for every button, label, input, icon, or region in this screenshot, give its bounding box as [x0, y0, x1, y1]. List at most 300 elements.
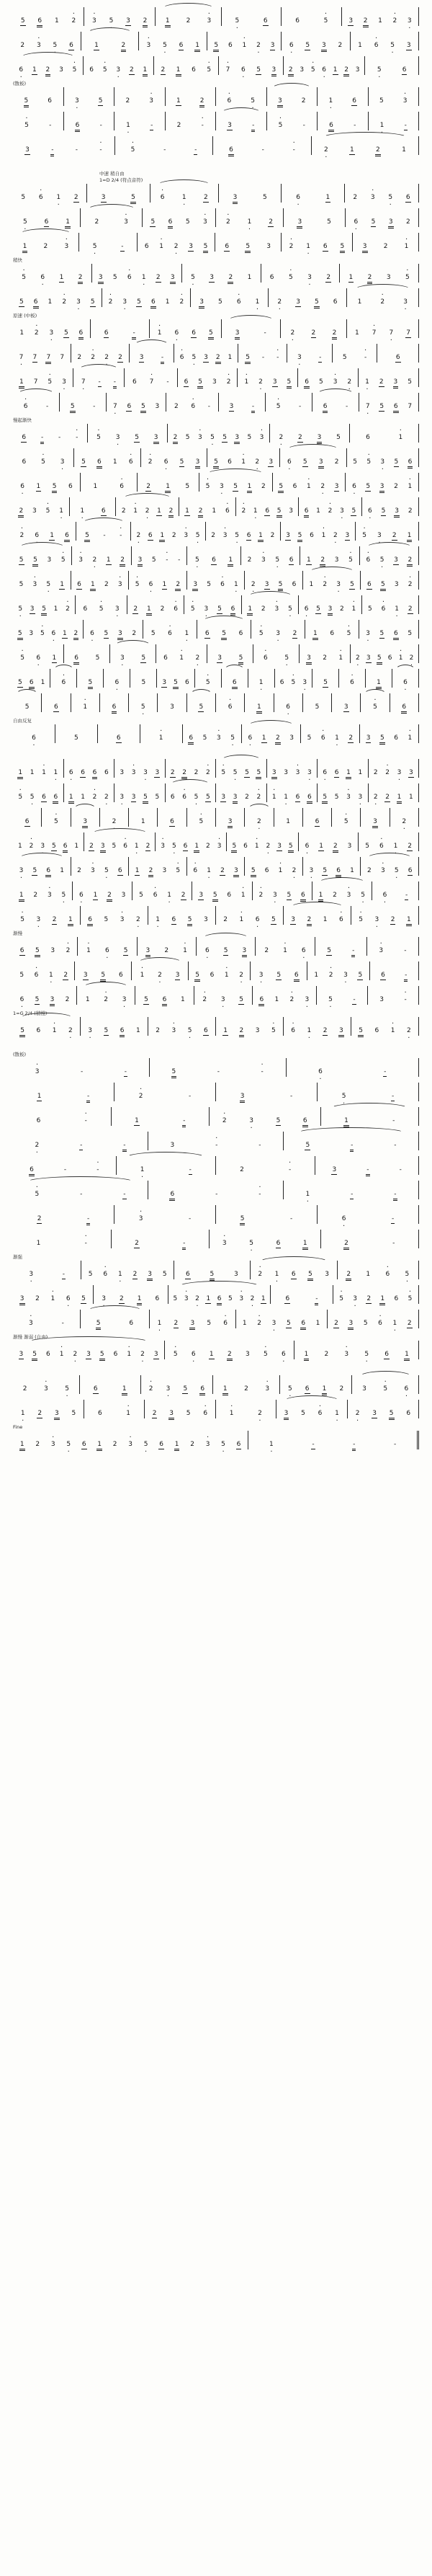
note: 6: [92, 769, 97, 776]
note: 6: [294, 972, 299, 979]
measure: [168, 424, 270, 443]
note: 6 ·: [248, 735, 253, 742]
staff-row: [13, 32, 419, 50]
note: 3: [297, 218, 302, 226]
note: 2: [334, 458, 339, 466]
note: 1: [18, 769, 23, 776]
measure: [216, 759, 267, 778]
note: 2: [408, 507, 413, 515]
note: · 1: [157, 330, 163, 337]
measure: [13, 644, 64, 663]
note: -: [405, 972, 408, 979]
note: 2: [344, 66, 348, 74]
note: 5: [85, 532, 89, 539]
note: · 2: [202, 997, 207, 1003]
note: 1 ·: [274, 1271, 280, 1278]
note: 5 ·: [60, 892, 66, 899]
note: 5: [195, 972, 199, 979]
note: 1: [318, 892, 323, 899]
note: 1 ·: [206, 868, 212, 874]
slur-arc: [20, 52, 76, 58]
measure: [13, 1341, 165, 1359]
measure: [168, 1285, 271, 1304]
note: 3: [233, 794, 238, 801]
staff-row: [13, 832, 419, 851]
note: 2: [215, 354, 220, 361]
measure: [256, 937, 315, 956]
note: 3: [366, 654, 371, 662]
note: · 1: [125, 1411, 131, 1417]
note: · 5: [130, 147, 136, 154]
note: 1: [112, 458, 117, 466]
note: · 6: [190, 404, 196, 410]
measure: [238, 368, 298, 387]
note: 3 ·: [122, 997, 127, 1003]
measure: [372, 881, 419, 900]
note: 5: [379, 630, 384, 637]
note: 6: [228, 458, 232, 466]
note: 3: [195, 458, 200, 466]
note: 6: [159, 1441, 163, 1448]
measure: [248, 1431, 419, 1449]
note: · 6: [225, 508, 230, 515]
note: 6: [402, 66, 407, 74]
note: · 1: [351, 606, 356, 613]
staff-row: [13, 56, 419, 75]
note: 3: [343, 703, 348, 711]
measure: [166, 393, 219, 412]
measure: [261, 264, 341, 283]
measure: [84, 832, 156, 851]
measure: [294, 1341, 419, 1359]
staff-system: [13, 1181, 419, 1199]
note: 3 ·: [402, 299, 408, 306]
note: 1: [176, 66, 181, 74]
note: -: [49, 122, 52, 129]
note: 5: [278, 581, 283, 588]
note: 3: [175, 972, 180, 979]
note: 3 ·: [115, 435, 121, 441]
measure: [13, 595, 76, 614]
note: 3: [296, 298, 300, 306]
staff-system: [13, 1011, 419, 1036]
note: 2: [239, 1027, 244, 1034]
staff-row: [13, 546, 419, 565]
measure: [321, 1230, 420, 1248]
note: -: [121, 243, 124, 250]
note: 5: [240, 1215, 245, 1222]
measure: [216, 1205, 318, 1224]
measure: [273, 473, 346, 492]
note: · 6: [61, 680, 67, 686]
note: 2: [301, 97, 306, 105]
note: 5: [88, 1271, 93, 1278]
note: 6: [171, 916, 176, 923]
note: 3: [170, 703, 174, 711]
note: 1 ·: [379, 123, 385, 129]
staff-system: [13, 1083, 419, 1101]
note: 6 ·: [240, 67, 246, 74]
note: 6: [295, 17, 300, 25]
staff-system: [13, 112, 419, 130]
note: -: [312, 1441, 315, 1448]
note: 1: [22, 243, 27, 250]
slur-arc: [87, 1305, 142, 1311]
note: 5: [19, 581, 24, 588]
measure: [88, 424, 168, 443]
slur-arc: [248, 804, 270, 809]
measure: [197, 620, 251, 639]
note: 1: [366, 1271, 371, 1278]
note: 5: [144, 996, 148, 1003]
note: · 3: [346, 892, 352, 899]
note: 6: [68, 483, 73, 490]
measure: [13, 669, 50, 688]
measure: [174, 344, 238, 363]
slur-arc: [114, 640, 150, 646]
note: 1: [319, 843, 323, 850]
staff-row: [13, 644, 419, 663]
measure: [13, 1310, 81, 1328]
note: 3 ·: [271, 1320, 277, 1327]
staff-system: [13, 718, 419, 743]
note: · 3: [127, 1442, 133, 1448]
note: 5: [210, 1271, 215, 1278]
note: 1: [91, 581, 95, 588]
note: · 6: [320, 735, 326, 742]
note: · 2: [222, 1118, 228, 1124]
note: 3: [339, 1027, 343, 1034]
measure: [361, 808, 390, 827]
note: 6: [228, 42, 233, 49]
note: 6: [101, 507, 106, 515]
note: 6: [78, 329, 84, 337]
staff-system: [13, 1132, 419, 1150]
note: 3: [228, 818, 233, 825]
note: 3: [50, 947, 55, 954]
note: 5: [141, 679, 146, 686]
note: 5: [351, 507, 356, 515]
note: 2: [408, 605, 413, 613]
note: 5: [71, 1410, 76, 1417]
note: 6: [408, 867, 413, 874]
note: · 6: [160, 195, 166, 201]
note: -: [58, 434, 61, 441]
note: 3 ·: [120, 655, 125, 662]
system-gap: [13, 1365, 419, 1375]
slur-arc: [170, 779, 210, 785]
note: · 3: [183, 533, 189, 539]
measure: [282, 184, 345, 203]
note: 3: [138, 556, 143, 564]
note: 1: [81, 794, 85, 801]
note: 6: [232, 679, 237, 686]
note: · 2: [256, 794, 261, 801]
staff-system: [13, 7, 419, 26]
note: -: [352, 947, 355, 954]
note: · 1: [390, 1028, 396, 1034]
note: 3: [54, 1410, 59, 1417]
note: 1: [93, 483, 98, 490]
measure: [287, 1058, 420, 1077]
note: 5: [207, 1320, 212, 1327]
measure: [299, 832, 359, 851]
measure: [71, 857, 130, 876]
note: 1 ·: [269, 1442, 274, 1448]
note: · 3: [346, 794, 351, 801]
note: 1: [228, 354, 233, 361]
measure: [369, 783, 420, 802]
measure: [138, 473, 199, 492]
note: 3: [395, 507, 399, 515]
note: 3: [29, 630, 34, 637]
note: 5 ·: [194, 557, 200, 564]
measure: [102, 288, 192, 307]
staff-row: [13, 288, 419, 307]
measure: [55, 724, 98, 743]
note: 2: [240, 1166, 244, 1173]
measure: [91, 319, 150, 338]
note: · 5: [47, 379, 53, 386]
measure: [362, 595, 419, 614]
slur-arc: [122, 493, 172, 499]
note: · 6: [220, 582, 225, 588]
measure: [339, 669, 366, 688]
note: 1: [397, 794, 402, 801]
note: · 3: [43, 1386, 49, 1393]
note: 6 ·: [104, 948, 110, 954]
note: 2 ·: [409, 655, 415, 662]
note: 1: [195, 42, 199, 49]
note: 5 ·: [248, 1240, 254, 1247]
note: 3 ·: [61, 379, 67, 386]
note: 5: [353, 458, 357, 466]
note: 3 ·: [307, 275, 312, 281]
measure: [13, 546, 72, 565]
note: 5 ·: [109, 18, 114, 25]
note: 5: [276, 507, 282, 515]
note: 3 ·: [302, 680, 307, 686]
note: · 1: [408, 735, 413, 742]
note: 2 ·: [256, 819, 262, 825]
measure: [284, 208, 346, 227]
measure: [318, 759, 369, 778]
note: 5 ·: [405, 1271, 410, 1278]
note: · -: [165, 557, 168, 564]
note: · 3: [378, 948, 384, 954]
note: -: [384, 1068, 387, 1075]
note: -: [319, 354, 322, 361]
note: 6 ·: [35, 655, 41, 662]
measure: [298, 368, 359, 387]
slur-arc: [16, 689, 38, 695]
note: -: [46, 403, 49, 410]
note: · 1: [397, 435, 403, 441]
note: 5 ·: [140, 704, 146, 711]
measure: [274, 693, 303, 712]
note: 6: [132, 378, 137, 386]
note: 5: [359, 1027, 363, 1034]
note: 5: [33, 556, 37, 564]
note: 5: [185, 434, 190, 441]
measure: [81, 1261, 174, 1279]
measure: [369, 759, 420, 778]
note: · 3: [36, 43, 42, 49]
measure: [267, 759, 318, 778]
note: 5 ·: [64, 1386, 70, 1393]
note: 7 ·: [365, 404, 371, 410]
note: -: [189, 1166, 192, 1173]
measure: [195, 669, 222, 688]
note: · 1: [240, 459, 246, 466]
note: · 3: [333, 379, 338, 386]
note: 2: [145, 843, 150, 850]
note: 6: [230, 605, 235, 613]
note: 5: [305, 42, 310, 49]
note: · 3: [78, 557, 84, 564]
note: 1: [304, 1351, 309, 1358]
tempo-marking: 1=G 2/4 (稍慢): [13, 1011, 48, 1016]
note: 2: [182, 769, 186, 776]
note: 5: [315, 703, 320, 711]
note: 5 ·: [191, 355, 197, 361]
note: 2: [156, 1027, 160, 1034]
measure: [94, 1285, 168, 1304]
note: 5: [379, 97, 384, 105]
measure: [132, 546, 187, 565]
note: 1: [408, 794, 413, 801]
note: 2: [408, 556, 413, 564]
note: 3: [121, 892, 126, 899]
slur-arc: [134, 339, 169, 345]
note: 5: [214, 42, 219, 49]
note: 5: [323, 867, 328, 874]
note: 3 ·: [220, 997, 226, 1003]
note: 6: [48, 97, 52, 105]
staff-system: [13, 1052, 419, 1077]
note: 5: [246, 354, 250, 361]
note: 6: [291, 1271, 296, 1278]
measure: [13, 759, 64, 778]
measure: [156, 7, 221, 26]
note: 6: [46, 867, 51, 874]
note: 6 ·: [255, 917, 261, 923]
note: 5: [246, 243, 251, 250]
slur-arc: [53, 665, 74, 670]
note: 6 ·: [304, 606, 310, 613]
note: 2: [348, 734, 354, 742]
note: 5: [88, 679, 93, 686]
note: 2: [33, 892, 38, 899]
staff-row: [13, 724, 419, 743]
measure: [251, 961, 307, 980]
note: · 3: [131, 770, 137, 776]
note: 1: [165, 298, 170, 306]
note: -: [132, 329, 135, 337]
note: 2: [146, 483, 150, 490]
note: 3: [348, 17, 354, 25]
staff-row: [13, 986, 419, 1005]
note: -: [404, 122, 407, 129]
note: 2: [171, 532, 176, 539]
note: 5: [307, 734, 312, 742]
note: 3: [289, 734, 294, 742]
note: 5: [140, 403, 145, 410]
note: 3: [318, 458, 323, 466]
note: · 6: [23, 404, 29, 410]
measure: [187, 693, 216, 712]
staff-row: [13, 1341, 419, 1359]
note: 3: [373, 818, 377, 825]
note: 5: [174, 679, 178, 686]
staff-system: [13, 906, 419, 925]
note: 6 ·: [305, 843, 310, 850]
note: · 5: [358, 917, 364, 923]
note: 3: [204, 916, 208, 923]
note: 1: [333, 66, 338, 74]
note: 5: [203, 243, 208, 250]
measure: [50, 669, 77, 688]
note: 2: [152, 1410, 157, 1417]
note: 6: [129, 1320, 134, 1327]
note: -: [392, 1240, 395, 1247]
staff-system: [13, 56, 419, 75]
note: 1: [166, 483, 171, 490]
measure: [84, 620, 143, 639]
note: 6 ·: [163, 459, 169, 466]
note: 6 ·: [287, 459, 292, 466]
staff-row: [13, 1132, 419, 1150]
note: 5: [24, 97, 29, 105]
measure: [368, 986, 419, 1005]
note: 2 ·: [92, 557, 98, 564]
measure: [84, 1400, 145, 1418]
note: 5: [379, 403, 384, 410]
note: 6: [168, 218, 173, 226]
note: 2 ·: [104, 794, 109, 801]
note: 3: [162, 679, 167, 686]
note: 1: [19, 378, 24, 386]
measure: [71, 571, 130, 590]
note: 6: [264, 867, 269, 874]
note: 1 ·: [307, 1028, 312, 1034]
note: 2: [326, 274, 331, 281]
measure: [13, 448, 74, 467]
note: · 2: [289, 997, 294, 1003]
note: · 5: [258, 631, 264, 637]
staff-system: [13, 368, 419, 387]
note: 6: [265, 507, 270, 515]
measure: [110, 644, 156, 663]
note: 3: [386, 274, 391, 281]
note: · -: [288, 1167, 292, 1173]
note: 1 ·: [334, 1411, 340, 1417]
note: 5: [247, 434, 252, 441]
note: 3: [277, 843, 282, 850]
measure: [392, 669, 419, 688]
note: 3: [199, 298, 204, 306]
note: 2: [203, 194, 208, 201]
note: -: [215, 1191, 218, 1198]
note: 1: [122, 1385, 127, 1393]
note: · 1: [254, 843, 260, 850]
measure: [275, 669, 312, 688]
note: 2: [161, 66, 166, 74]
slur-arc: [87, 27, 132, 33]
note: -: [123, 1142, 126, 1149]
note: 2: [333, 843, 338, 850]
measure: [13, 1181, 148, 1199]
